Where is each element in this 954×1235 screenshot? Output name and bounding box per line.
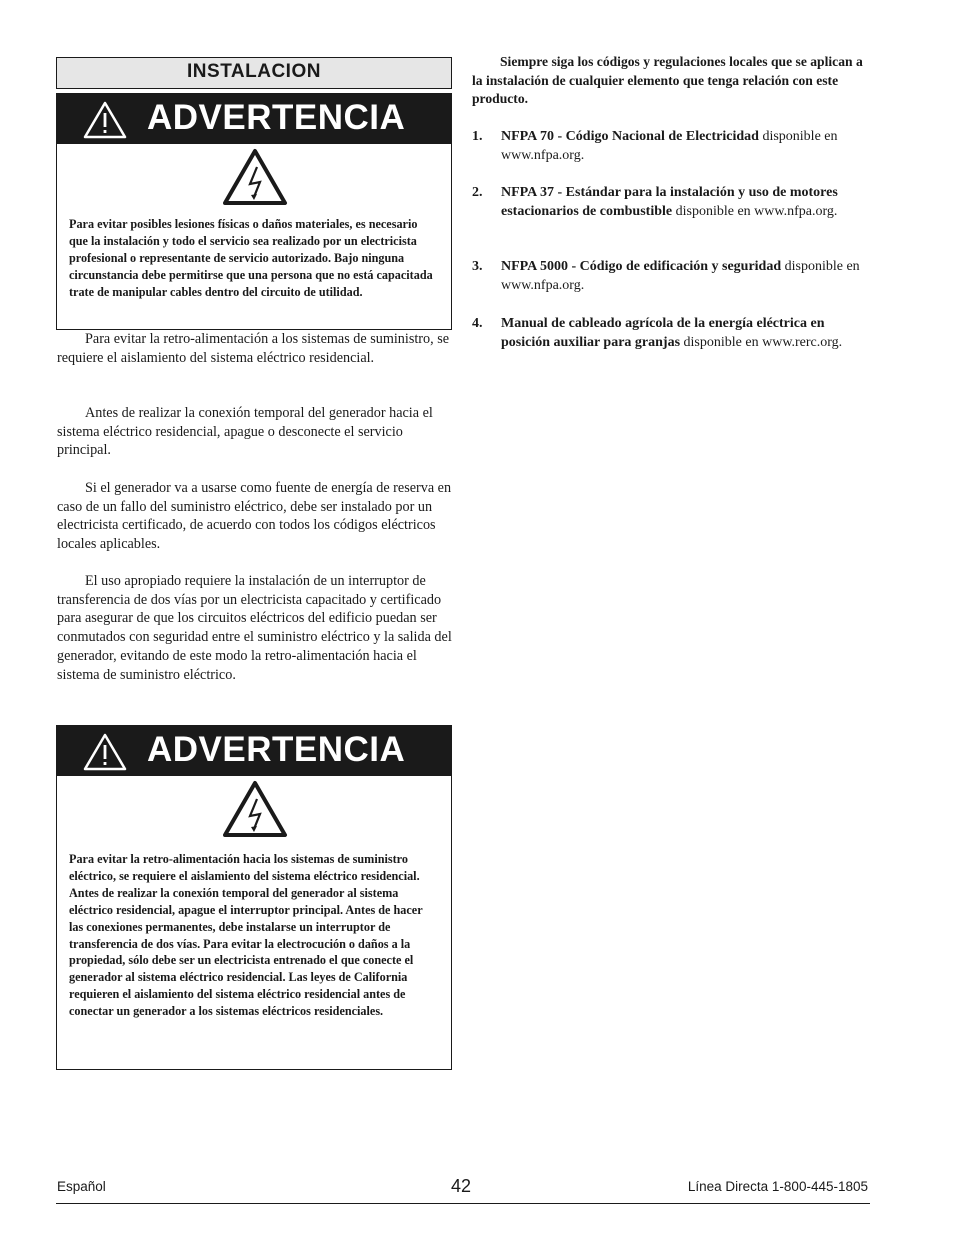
code-availability: disponible en www.nfpa.org.	[501, 259, 860, 293]
warning-title: ADVERTENCIA	[147, 730, 406, 769]
warning-text: Para evitar la retro-alimentación hacia los sistemas de suministro eléctrico, se requiere el aislamiento del sistema eléctrico residencial. Antes de realizar la conexión temporal del generador al sistema eléctrico residencial, apague el interruptor principal. Antes de hacer las conexiones permanentes, debe instalarse un interruptor de transferencia de dos vías. Para evitar la electrocución o daños a la propiedad, sólo debe ser un electricista entrenado el que conecte el generador al sistema eléctrico residencial. Las leyes de California requieren el aislamiento del sistema eléctrico residencial antes de conectar un generador a los sistemas eléctricos residenciales.	[69, 852, 423, 1019]
paragraph-text: Para evitar la retro-alimentación a los sistemas de suministro, se requiere el aislamiento del sistema eléctrico residencial.	[57, 331, 450, 366]
list-number: 1.	[472, 129, 483, 144]
electric-shock-hazard-icon	[221, 779, 289, 839]
code-name: NFPA 37 - Estándar para la instalación y uso de motores estacionarios de combustible	[501, 185, 838, 219]
footer-language: Español	[57, 1179, 106, 1194]
section-title: INSTALACION	[187, 61, 321, 82]
warning-banner	[57, 726, 451, 776]
warning-box	[56, 725, 452, 1070]
code-name: Manual de cableado agrícola de la energía eléctrica en posición auxiliar para granjas	[501, 316, 825, 350]
warning-box	[56, 93, 452, 330]
code-availability: disponible en www.nfpa.org.	[672, 203, 838, 219]
warning-triangle-icon	[83, 733, 127, 771]
list-item	[472, 128, 872, 165]
paragraph-text: Antes de realizar la conexión temporal del generador hacia el sistema eléctrico residencial, apague o desconecte el servicio principal.	[57, 405, 433, 459]
code-name: NFPA 70 - Código Nacional de Electricidad	[501, 129, 759, 144]
codes-intro-text: Siempre siga los códigos y regulaciones locales que se aplican a la instalación de cualquier elemento que tenga relación con este producto.	[472, 54, 863, 107]
warning-title: ADVERTENCIA	[147, 98, 406, 137]
paragraph	[57, 572, 453, 684]
electric-shock-hazard-icon	[221, 147, 289, 207]
page-number: 42	[450, 1176, 472, 1196]
code-name: NFPA 5000 - Código de edificación y seguridad	[501, 259, 782, 274]
paragraph-text: El uso apropiado requiere la instalación de un interruptor de transferencia de dos vías por un electricista capacitado y certificado para asegurar de que los circuitos eléctricos del edificio puedan ser conmutados con seguridad entre el suministro eléctrico y la salida del generador, evitando de este modo la retro-alimentación hacia el sistema de suministro eléctrico.	[57, 573, 452, 683]
codes-intro	[472, 53, 872, 109]
list-number: 2.	[472, 185, 483, 200]
list-number: 3.	[472, 259, 483, 274]
paragraph	[57, 330, 453, 367]
list-item	[472, 315, 872, 352]
section-header	[56, 57, 452, 89]
warning-text: Para evitar posibles lesiones físicas o daños materiales, es necesario que la instalación y todo el servicio sea realizado por un electricista profesional o representante de servicio autorizado. Bajo ninguna circunstancia debe permitirse que una persona que no está capacitada trate de manipular cables dentro del circuito de utilidad.	[69, 217, 433, 299]
code-availability: disponible en www.nfpa.org.	[501, 129, 838, 163]
footer-hotline: Línea Directa 1-800-445-1805	[687, 1179, 868, 1194]
warning-triangle-icon	[83, 101, 127, 139]
paragraph	[57, 404, 453, 460]
warning-banner	[57, 94, 451, 144]
paragraph	[57, 479, 453, 554]
code-availability: disponible en www.rerc.org.	[680, 334, 843, 350]
list-item	[472, 184, 872, 221]
footer-divider	[56, 1203, 870, 1204]
list-number: 4.	[472, 316, 483, 331]
list-item	[472, 258, 872, 295]
paragraph-text: Si el generador va a usarse como fuente de energía de reserva en caso de un fallo del suministro eléctrico, debe ser instalado por un electricista certificado, de acuerdo con todos los códigos eléctricos locales aplicables.	[57, 480, 452, 553]
